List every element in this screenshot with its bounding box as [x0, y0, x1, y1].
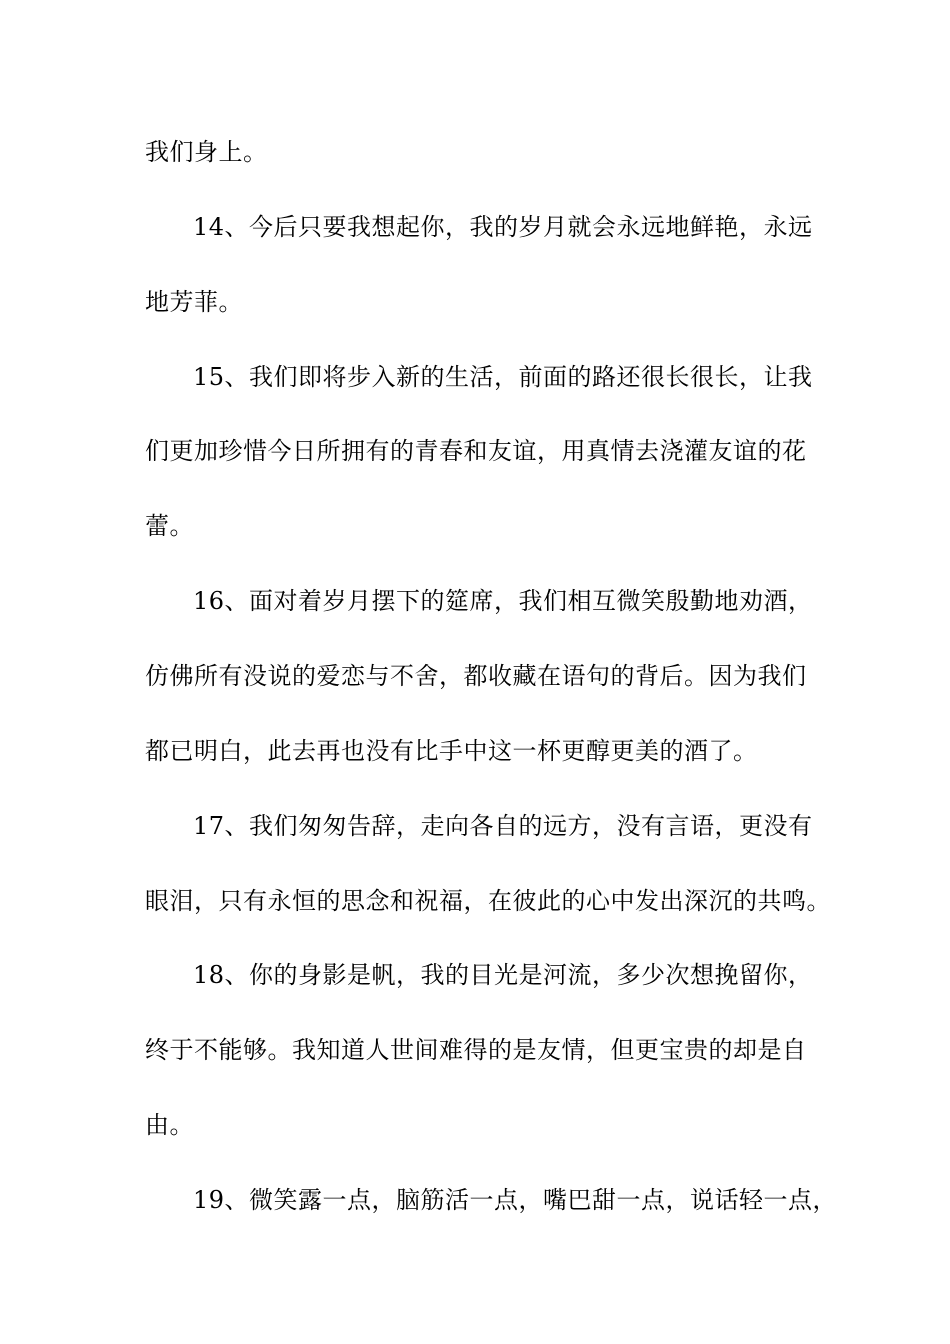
- paragraph-19-line: 19、微笑露一点，脑筋活一点，嘴巴甜一点，说话轻一点，: [193, 1186, 838, 1214]
- text-line: 眼泪，只有永恒的思念和祝福，在彼此的心中发出深沉的共鸣。: [145, 887, 831, 915]
- paragraph-18-line: 18、你的身影是帆，我的目光是河流，多少次想挽留你，: [193, 961, 813, 989]
- text-line: 地芳菲。: [145, 288, 243, 316]
- paragraph-16-line: 16、面对着岁月摆下的筵席，我们相互微笑殷勤地劝酒，: [193, 587, 813, 615]
- text-line: 由。: [145, 1111, 194, 1139]
- paragraph-15-line: 15、我们即将步入新的生活，前面的路还很长很长，让我: [193, 363, 813, 391]
- paragraph-14-line: 14、今后只要我想起你，我的岁月就会永远地鲜艳，永远: [193, 213, 813, 241]
- text-line: 们更加珍惜今日所拥有的青春和友谊，用真情去浇灌友谊的花: [145, 437, 807, 465]
- text-line: 终于不能够。我知道人世间难得的是友情，但更宝贵的却是自: [145, 1036, 807, 1064]
- text-line: 都已明白，此去再也没有比手中这一杯更醇更美的酒了。: [145, 737, 758, 765]
- paragraph-17-line: 17、我们匆匆告辞，走向各自的远方，没有言语，更没有: [193, 812, 813, 840]
- text-line: 我们身上。: [145, 138, 268, 166]
- text-line: 仿佛所有没说的爱恋与不舍，都收藏在语句的背后。因为我们: [145, 662, 807, 690]
- text-line: 蕾。: [145, 512, 194, 540]
